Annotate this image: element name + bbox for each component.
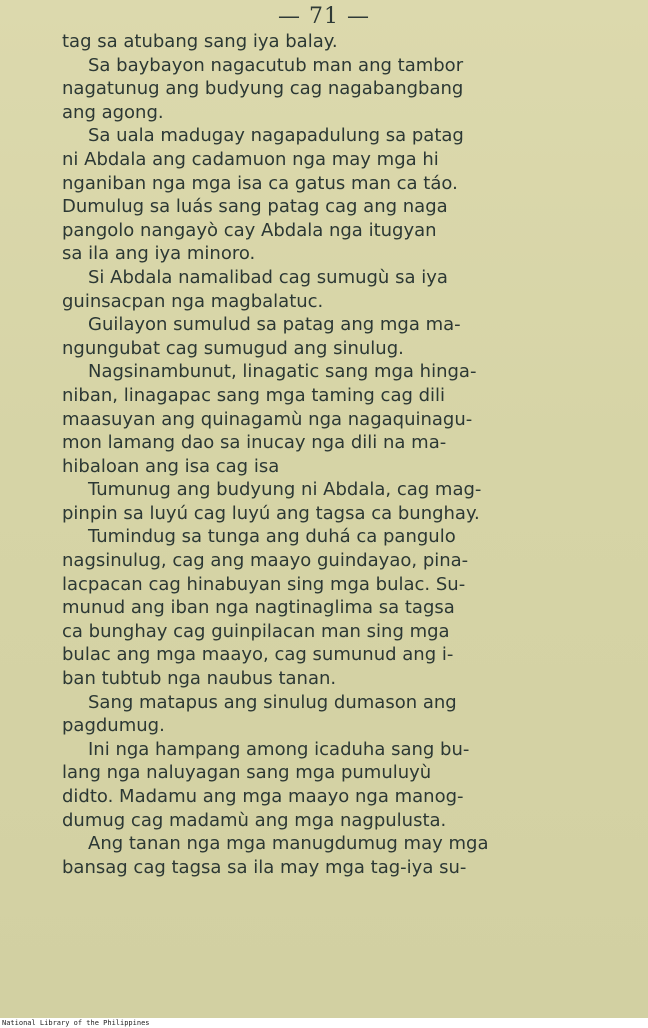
text-line: sa ila ang iya minoro. bbox=[62, 243, 256, 265]
text-line: ngungubat cag sumugud ang sinulug. bbox=[62, 337, 404, 359]
text-line: Sa uala madugay nagapadulung sa patag bbox=[88, 125, 464, 147]
text-line: Sang matapus ang sinulug dumason ang bbox=[88, 691, 457, 713]
text-line: pangolo nangayò cay Abdala nga itugyan bbox=[62, 219, 437, 241]
text-line: ang agong. bbox=[62, 101, 164, 123]
text-line: lacpacan cag hinabuyan sing mga bulac. Su- bbox=[62, 573, 466, 595]
text-line: Tumunug ang budyung ni Abdala, cag mag- bbox=[88, 479, 482, 501]
text-line: pagdumug. bbox=[62, 715, 165, 737]
text-line: Sa baybayon nagacutub man ang tambor bbox=[88, 54, 464, 76]
text-line: Dumulug sa luás sang patag cag ang naga bbox=[62, 196, 448, 218]
text-line: Ini nga hampang among icaduha sang bu- bbox=[88, 738, 470, 760]
text-line: pinpin sa luyú cag luyú ang tagsa ca bunghay. bbox=[62, 502, 480, 524]
text-line: ca bunghay cag guinpilacan man sing mga bbox=[62, 620, 450, 642]
text-line: dumug cag madamù ang mga nagpulusta. bbox=[62, 809, 447, 831]
text-line: nagatunug ang budyung cag nagabangbang bbox=[62, 78, 464, 100]
library-watermark: National Library of the Philippines bbox=[2, 1019, 150, 1027]
text-line: ni Abdala ang cadamuon nga may mga hi bbox=[62, 148, 439, 170]
text-line: maasuyan ang quinagamù nga nagaquinagu- bbox=[62, 408, 473, 430]
text-line: Ang tanan nga mga manugdumug may mga bbox=[88, 833, 489, 855]
page-number: — 71 — bbox=[278, 4, 370, 29]
text-line: lang nga naluyagan sang mga pumuluyù bbox=[62, 762, 432, 784]
text-line: Guilayon sumulud sa patag ang mga ma- bbox=[88, 314, 461, 336]
text-line: didto. Madamu ang mga maayo nga manog- bbox=[62, 786, 464, 807]
text-line: Tumindug sa tunga ang duhá ca pangulo bbox=[88, 526, 456, 548]
text-line: hibaloan ang isa cag isa bbox=[62, 455, 280, 477]
text-line: nganiban nga mga isa ca gatus man ca táo. bbox=[62, 172, 458, 194]
text-line: Nagsinambunut, linagatic sang mga hinga- bbox=[88, 361, 477, 383]
text-line: mon lamang dao sa inucay nga dili na ma- bbox=[62, 432, 447, 454]
text-line: ban tubtub nga naubus tanan. bbox=[62, 668, 337, 690]
text-line: tag sa atubang sang iya balay. bbox=[62, 31, 338, 52]
text-line: Si Abdala namalibad cag sumugù sa iya bbox=[88, 266, 448, 288]
text-line: bansag cag tagsa sa ila may mga tag-iya su- bbox=[62, 856, 467, 878]
text-line: munud ang iban nga nagtinaglima sa tagsa bbox=[62, 597, 455, 619]
text-line: guinsacpan nga magbalatuc. bbox=[62, 290, 324, 312]
text-line: nagsinulug, cag ang maayo guindayao, pina- bbox=[62, 550, 469, 572]
footer-bar bbox=[0, 1019, 648, 1028]
text-line: bulac ang mga maayo, cag sumunud ang i- bbox=[62, 644, 454, 666]
text-line: niban, linagapac sang mga taming cag dili bbox=[62, 384, 446, 406]
page-body-text bbox=[62, 30, 592, 879]
